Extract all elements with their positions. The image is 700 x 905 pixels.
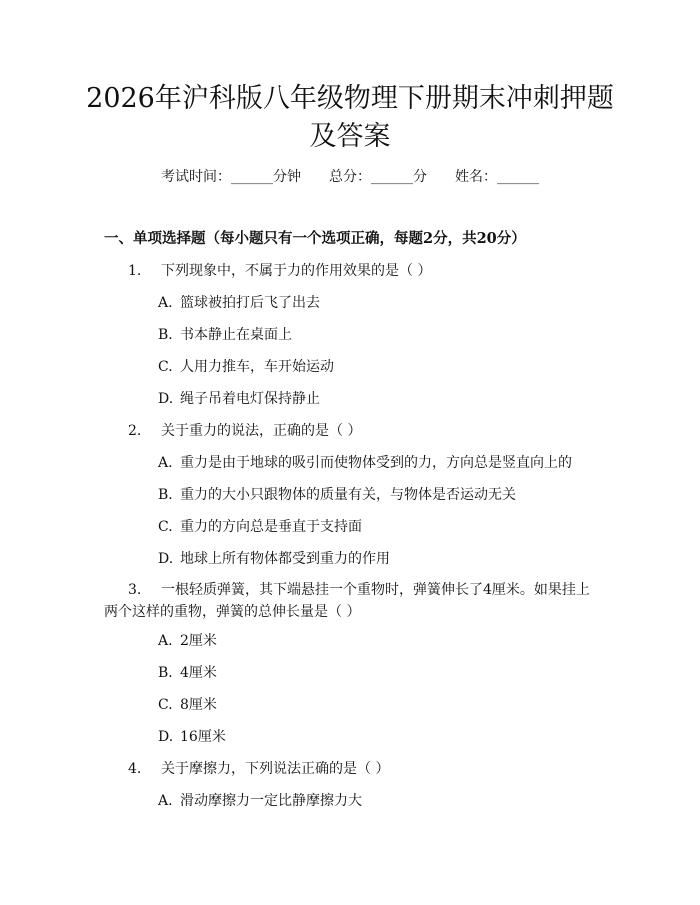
option-1d: [158, 388, 320, 410]
option-3a: [158, 630, 217, 652]
option-letter: D.: [158, 551, 174, 567]
question-1: [104, 260, 600, 282]
section-heading: 一、单项选择题（每小题只有一个选项正确，每题2分，共20分）: [104, 230, 526, 247]
option-text: 地球上所有物体都受到重力的作用: [180, 551, 390, 567]
option-letter: C.: [158, 697, 173, 713]
option-text: 16厘米: [180, 729, 226, 745]
question-number: 2.: [128, 423, 142, 439]
option-1b: [158, 324, 292, 346]
option-letter: A.: [158, 295, 173, 311]
option-text: 4厘米: [180, 665, 217, 681]
option-letter: C.: [158, 519, 173, 535]
option-text: 人用力推车，车开始运动: [180, 359, 334, 375]
question-number: 1.: [128, 263, 142, 279]
student-name-field: 姓名：______: [455, 169, 539, 185]
question-2: [104, 420, 600, 442]
option-text: 篮球被拍打后飞了出去: [180, 295, 320, 311]
option-2b: [158, 484, 516, 506]
exam-meta: [0, 166, 700, 188]
option-letter: B.: [158, 665, 173, 681]
question-stem: 一根轻质弹簧，其下端悬挂一个重物时，弹簧伸长了4厘米。如果挂上两个这样的重物，弹簧的总伸长量是（ ）: [104, 582, 590, 620]
option-text: 书本静止在桌面上: [180, 327, 292, 343]
question-stem: 关于重力的说法，正确的是（ ）: [161, 423, 362, 439]
option-1c: [158, 356, 334, 378]
option-letter: A.: [158, 633, 173, 649]
option-text: 8厘米: [180, 697, 217, 713]
option-text: 绳子吊着电灯保持静止: [180, 391, 320, 407]
exam-time-field: 考试时间：______分钟: [161, 169, 301, 185]
option-letter: A.: [158, 455, 173, 471]
option-text: 重力是由于地球的吸引而使物体受到的力，方向总是竖直向上的: [180, 455, 572, 471]
option-text: 重力的大小只跟物体的质量有关，与物体是否运动无关: [180, 487, 516, 503]
option-text: 滑动摩擦力一定比静摩擦力大: [180, 793, 362, 809]
question-stem: 关于摩擦力，下列说法正确的是（ ）: [161, 761, 390, 777]
option-letter: B.: [158, 487, 173, 503]
option-letter: B.: [158, 327, 173, 343]
option-text: 重力的方向总是垂直于支持面: [180, 519, 362, 535]
option-letter: D.: [158, 729, 174, 745]
option-letter: D.: [158, 391, 174, 407]
option-2d: [158, 548, 390, 570]
option-text: 2厘米: [180, 633, 217, 649]
option-4a: [158, 790, 362, 812]
option-2a: [158, 452, 572, 474]
page-title-line-1: 2026年沪科版八年级物理下册期末冲刺押题: [86, 83, 614, 114]
question-3: [104, 579, 600, 623]
total-score-field: 总分：______分: [329, 169, 427, 185]
option-letter: C.: [158, 359, 173, 375]
page-title-line-2: 及答案: [309, 121, 391, 152]
option-3c: [158, 694, 217, 716]
option-3d: [158, 726, 226, 748]
option-1a: [158, 292, 320, 314]
option-3b: [158, 662, 217, 684]
option-letter: A.: [158, 793, 173, 809]
option-2c: [158, 516, 362, 538]
question-stem: 下列现象中，不属于力的作用效果的是（ ）: [161, 263, 432, 279]
question-number: 4.: [128, 761, 142, 777]
question-4: [104, 758, 600, 780]
question-number: 3.: [128, 582, 142, 598]
